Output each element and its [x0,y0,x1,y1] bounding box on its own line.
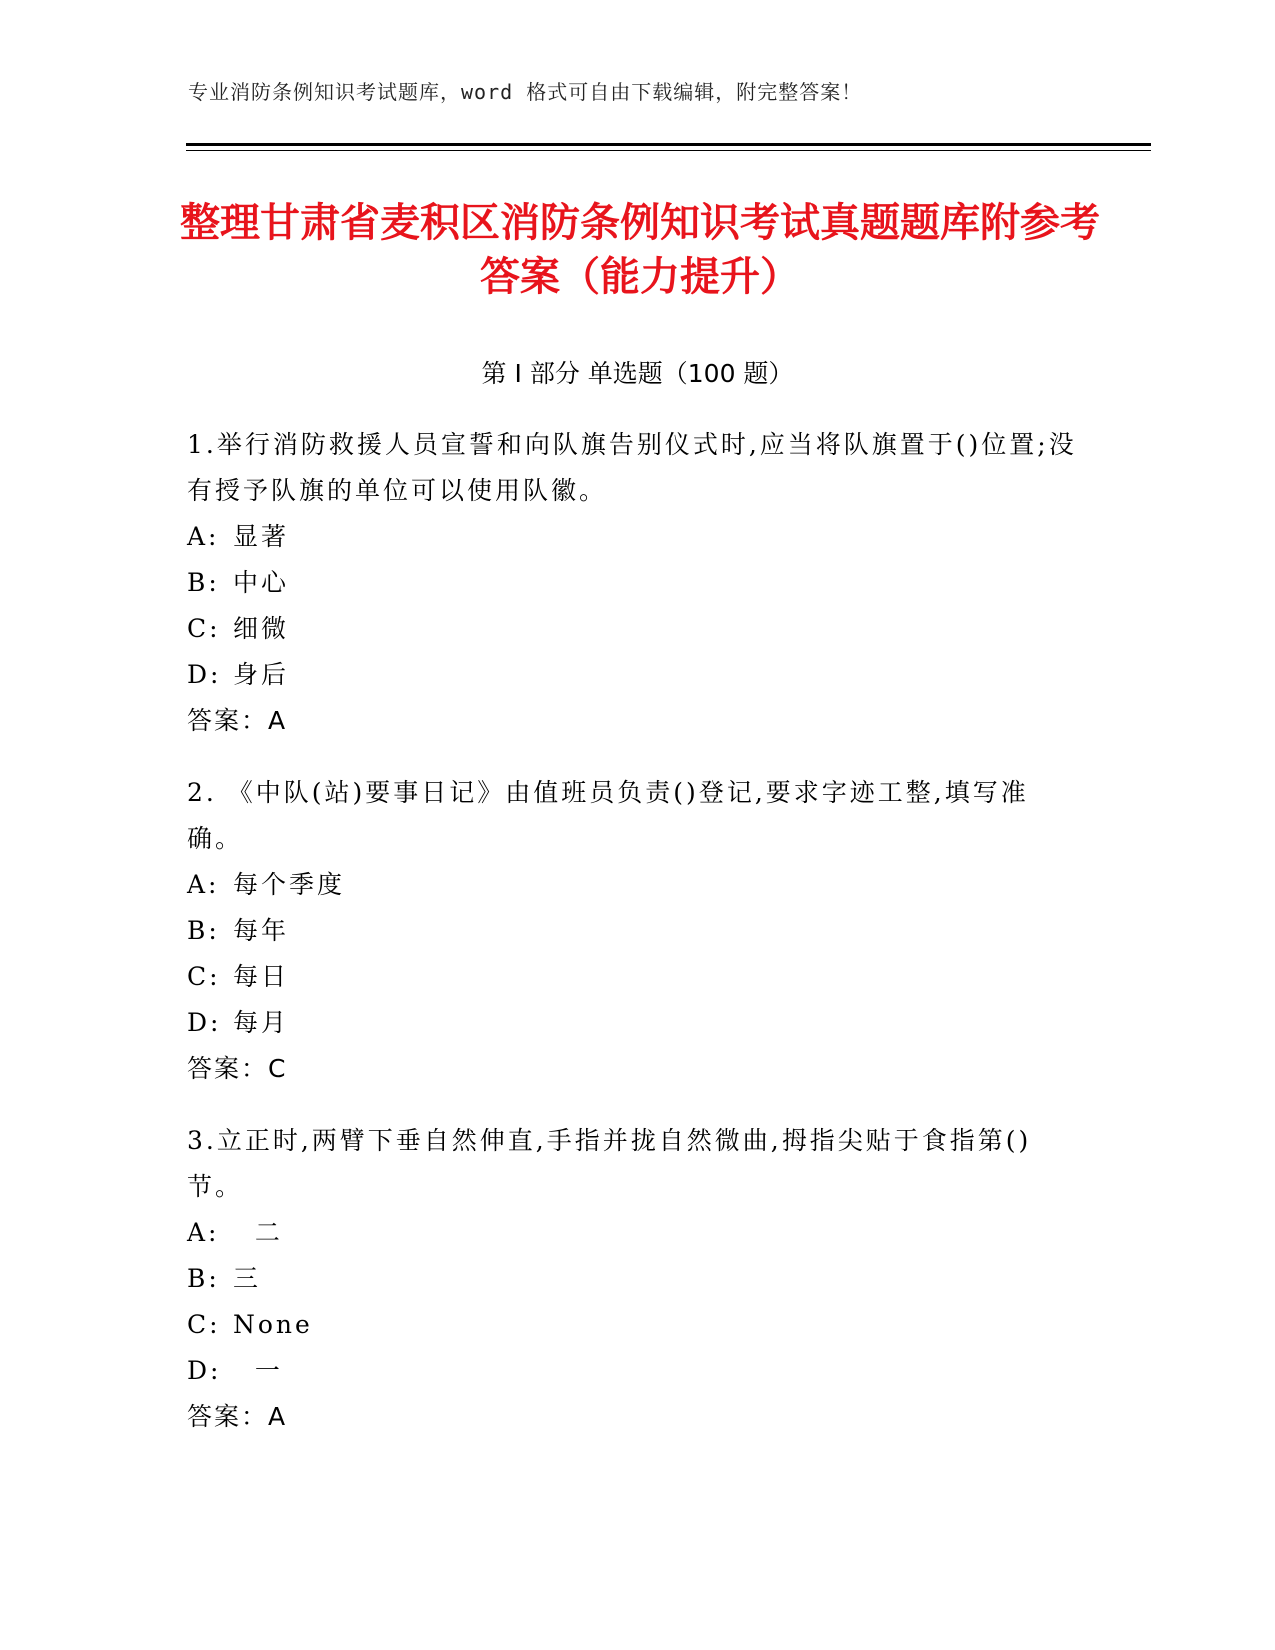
option-c [187,954,1077,1000]
option-letter: B: [187,1264,220,1293]
option-text: 每年 [233,916,290,945]
option-letter: D: [187,660,222,689]
option-list [187,862,1077,1046]
option-letter: B: [187,568,220,597]
option-letter: D: [187,1356,222,1385]
option-letter: A: [187,870,220,899]
option-letter: C: [187,614,221,643]
option-letter: C: [187,1310,221,1339]
option-text: 每日 [233,962,290,991]
option-a [187,1210,1077,1256]
option-b [187,1256,1077,1302]
option-text: 每月 [233,1008,290,1037]
question-3 [187,1118,1077,1440]
answer-line [187,698,1077,744]
option-text: None [233,1310,313,1339]
option-letter: A: [187,522,220,551]
question-stem: 2. 《中队(站)要事日记》由值班员负责()登记,要求字迹工整,填写准确。 [187,778,1029,853]
answer-line [187,1394,1077,1440]
document-title: 整理甘肃省麦积区消防条例知识考试真题题库附参考答案（能力提升） [180,200,1100,300]
question-1 [187,422,1077,744]
option-text: 细微 [233,614,290,643]
option-d [187,1348,1077,1394]
option-c [187,606,1077,652]
option-letter: D: [187,1008,222,1037]
option-text: 身后 [233,660,290,689]
option-text: 中心 [233,568,290,597]
option-a [187,514,1077,560]
option-letter: B: [187,916,220,945]
answer-line [187,1046,1077,1092]
option-text: 二 [233,1218,283,1247]
question-stem: 1.举行消防救援人员宣誓和向队旗告别仪式时,应当将队旗置于()位置;没有授予队旗的单位可以使用队徽。 [187,430,1077,505]
option-text: 三 [233,1264,262,1293]
option-d [187,1000,1077,1046]
option-letter: A: [187,1218,220,1247]
option-list [187,1210,1077,1394]
header-note: 专业消防条例知识考试题库，word 格式可自由下载编辑，附完整答案！ [188,80,863,104]
answer-label: 答案： [187,706,269,735]
answer-label: 答案： [187,1054,269,1083]
answer-value: A [268,706,288,735]
option-a [187,862,1077,908]
option-c [187,1302,1077,1348]
section-heading: 第 I 部分 单选题（100 题） [481,359,794,388]
question-2 [187,770,1077,1092]
option-b [187,560,1077,606]
header-rule-thick [186,143,1151,146]
answer-value: A [268,1402,288,1431]
option-letter: C: [187,962,221,991]
option-text: 一 [233,1356,283,1385]
option-d [187,652,1077,698]
option-text: 每个季度 [233,870,346,899]
option-text: 显著 [233,522,290,551]
option-b [187,908,1077,954]
answer-value: C [268,1054,288,1083]
question-stem: 3.立正时,两臂下垂自然伸直,手指并拢自然微曲,拇指尖贴于食指第()节。 [187,1126,1032,1201]
answer-label: 答案： [187,1402,269,1431]
header-rule-thin [186,150,1151,151]
option-list [187,514,1077,698]
